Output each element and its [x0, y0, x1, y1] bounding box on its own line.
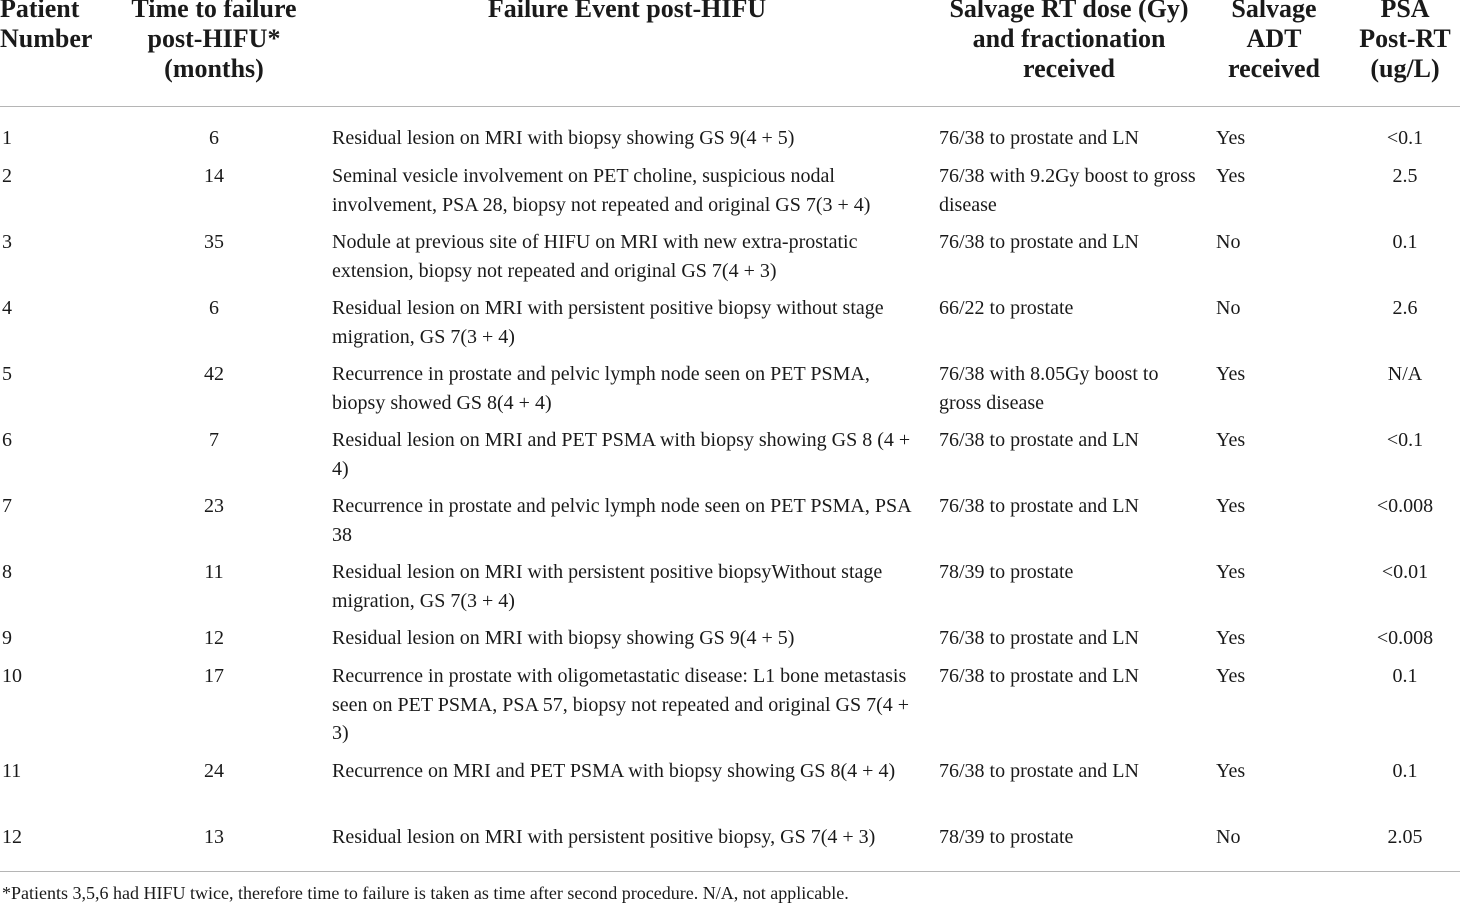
failure-event-cell: Recurrence in prostate and pelvic lymph node seen on PET PSMA, biopsy showed GS 8(4 + 4)	[332, 363, 870, 414]
psa-post-rt-cell: 0.1	[1392, 665, 1418, 687]
header-line: received	[1228, 54, 1320, 83]
patient-number-cell: 5	[2, 363, 12, 385]
salvage-rt-dose-cell: 76/38 with 8.05Gy boost to gross disease	[939, 363, 1159, 414]
header-line: and fractionation	[972, 24, 1166, 53]
salvage-rt-dose-cell: 76/38 to prostate and LN	[939, 127, 1139, 149]
salvage-rt-dose-cell: 76/38 to prostate and LN	[939, 760, 1139, 782]
header-line: Number	[0, 24, 93, 53]
salvage-adt-cell: Yes	[1216, 561, 1246, 583]
header-line: (months)	[164, 54, 264, 83]
patient-number-cell: 10	[2, 665, 22, 687]
salvage-rt-dose-cell: 76/38 to prostate and LN	[939, 231, 1139, 253]
time-to-failure-cell: 24	[204, 760, 224, 782]
psa-post-rt-cell: <0.1	[1386, 429, 1424, 451]
patient-number-cell: 7	[2, 495, 12, 517]
salvage-adt-cell: No	[1216, 297, 1241, 319]
salvage-rt-dose-cell: 78/39 to prostate	[939, 826, 1074, 848]
time-to-failure-cell: 13	[204, 826, 224, 848]
header-line: PSA	[1380, 0, 1430, 23]
psa-post-rt-cell: <0.008	[1376, 627, 1434, 649]
header-line: Failure Event post-HIFU	[487, 0, 767, 23]
psa-post-rt-cell: 2.5	[1392, 165, 1418, 187]
patient-number-cell: 6	[2, 429, 12, 451]
failure-event-cell: Recurrence in prostate with oligometastatic disease: L1 bone metastasis seen on PET PSMA, PSA 57, biopsy not repeated and original GS 7(4 + 3)	[332, 665, 910, 744]
header-line: received	[1023, 54, 1115, 83]
header-line: Post-RT	[1359, 24, 1451, 53]
salvage-rt-dose-cell: 66/22 to prostate	[939, 297, 1074, 319]
failure-event-cell: Residual lesion on MRI with biopsy showing GS 9(4 + 5)	[332, 627, 795, 649]
header-psa-post-rt	[1345, 0, 1460, 84]
salvage-adt-cell: Yes	[1216, 363, 1246, 385]
table-footnote: *Patients 3,5,6 had HIFU twice, therefore time to failure is taken as time after second procedure. N/A, not applicable.	[2, 883, 849, 903]
psa-post-rt-cell: 0.1	[1392, 231, 1418, 253]
psa-post-rt-cell: <0.008	[1376, 495, 1434, 517]
time-to-failure-cell: 42	[204, 363, 224, 385]
patient-number-cell: 1	[2, 127, 12, 149]
patient-number-cell: 2	[2, 165, 12, 187]
psa-post-rt-cell: <0.1	[1386, 127, 1424, 149]
salvage-rt-dose-cell: 76/38 to prostate and LN	[939, 429, 1139, 451]
time-to-failure-cell: 12	[204, 627, 224, 649]
failure-event-cell: Residual lesion on MRI and PET PSMA with biopsy showing GS 8 (4 + 4)	[332, 429, 911, 480]
header-salvage-rt-dose	[919, 0, 1219, 84]
header-line: Patient	[0, 0, 80, 23]
time-to-failure-cell: 35	[204, 231, 224, 253]
salvage-rt-dose-cell: 76/38 to prostate and LN	[939, 495, 1139, 517]
salvage-adt-cell: Yes	[1216, 495, 1246, 517]
table-bottom-rule	[0, 871, 1460, 872]
salvage-rt-dose-cell: 76/38 to prostate and LN	[939, 627, 1139, 649]
time-to-failure-cell: 6	[209, 297, 219, 319]
header-line: ADT	[1246, 24, 1302, 53]
header-time-to-failure	[114, 0, 314, 84]
patient-number-cell: 3	[2, 231, 12, 253]
patient-number-cell: 4	[2, 297, 12, 319]
salvage-adt-cell: Yes	[1216, 127, 1246, 149]
patient-number-cell: 8	[2, 561, 12, 583]
time-to-failure-cell: 7	[209, 429, 219, 451]
failure-event-cell: Residual lesion on MRI with persistent positive biopsy, GS 7(4 + 3)	[332, 826, 876, 848]
table-header	[0, 0, 1460, 108]
salvage-adt-cell: Yes	[1216, 627, 1246, 649]
time-to-failure-cell: 14	[204, 165, 224, 187]
patient-number-cell: 11	[2, 760, 22, 782]
time-to-failure-cell: 11	[204, 561, 224, 583]
salvage-rt-dose-cell: 78/39 to prostate	[939, 561, 1074, 583]
psa-post-rt-cell: <0.01	[1381, 561, 1429, 583]
header-salvage-adt	[1214, 0, 1334, 84]
psa-post-rt-cell: N/A	[1387, 363, 1423, 385]
header-line: post-HIFU*	[147, 24, 281, 53]
salvage-rt-dose-cell: 76/38 to prostate and LN	[939, 665, 1139, 687]
failure-event-cell: Residual lesion on MRI with biopsy showing GS 9(4 + 5)	[332, 127, 795, 149]
psa-post-rt-cell: 2.05	[1387, 826, 1423, 848]
failure-event-cell: Residual lesion on MRI with persistent positive biopsyWithout stage migration, GS 7(3 + 4)	[332, 561, 883, 612]
header-line: Salvage	[1231, 0, 1317, 23]
psa-post-rt-cell: 2.6	[1392, 297, 1418, 319]
failure-event-cell: Recurrence in prostate and pelvic lymph node seen on PET PSMA, PSA 38	[332, 495, 911, 546]
header-line: Salvage RT dose (Gy)	[949, 0, 1189, 23]
salvage-rt-dose-cell: 76/38 with 9.2Gy boost to gross disease	[939, 165, 1196, 216]
header-patient-number	[0, 0, 92, 54]
salvage-adt-cell: No	[1216, 231, 1241, 253]
patient-number-cell: 12	[2, 826, 22, 848]
salvage-adt-cell: Yes	[1216, 165, 1246, 187]
header-line: (ug/L)	[1370, 54, 1440, 83]
time-to-failure-cell: 23	[204, 495, 224, 517]
failure-event-cell: Recurrence on MRI and PET PSMA with biopsy showing GS 8(4 + 4)	[332, 760, 896, 782]
salvage-adt-cell: Yes	[1216, 665, 1246, 687]
header-line: Time to failure	[131, 0, 297, 23]
header-failure-event	[427, 0, 827, 24]
failure-event-cell: Seminal vesicle involvement on PET choline, suspicious nodal involvement, PSA 28, biopsy not repeated and original GS 7(3 + 4)	[332, 165, 871, 216]
psa-post-rt-cell: 0.1	[1392, 760, 1418, 782]
salvage-adt-cell: Yes	[1216, 760, 1246, 782]
salvage-adt-cell: Yes	[1216, 429, 1246, 451]
time-to-failure-cell: 6	[209, 127, 219, 149]
failure-event-cell: Residual lesion on MRI with persistent positive biopsy without stage migration, GS 7(3 + 4)	[332, 297, 884, 348]
header-divider	[0, 106, 1460, 107]
time-to-failure-cell: 17	[204, 665, 224, 687]
salvage-adt-cell: No	[1216, 826, 1241, 848]
failure-event-cell: Nodule at previous site of HIFU on MRI with new extra-prostatic extension, biopsy not repeated and original GS 7(4 + 3)	[332, 231, 858, 282]
patient-number-cell: 9	[2, 627, 12, 649]
